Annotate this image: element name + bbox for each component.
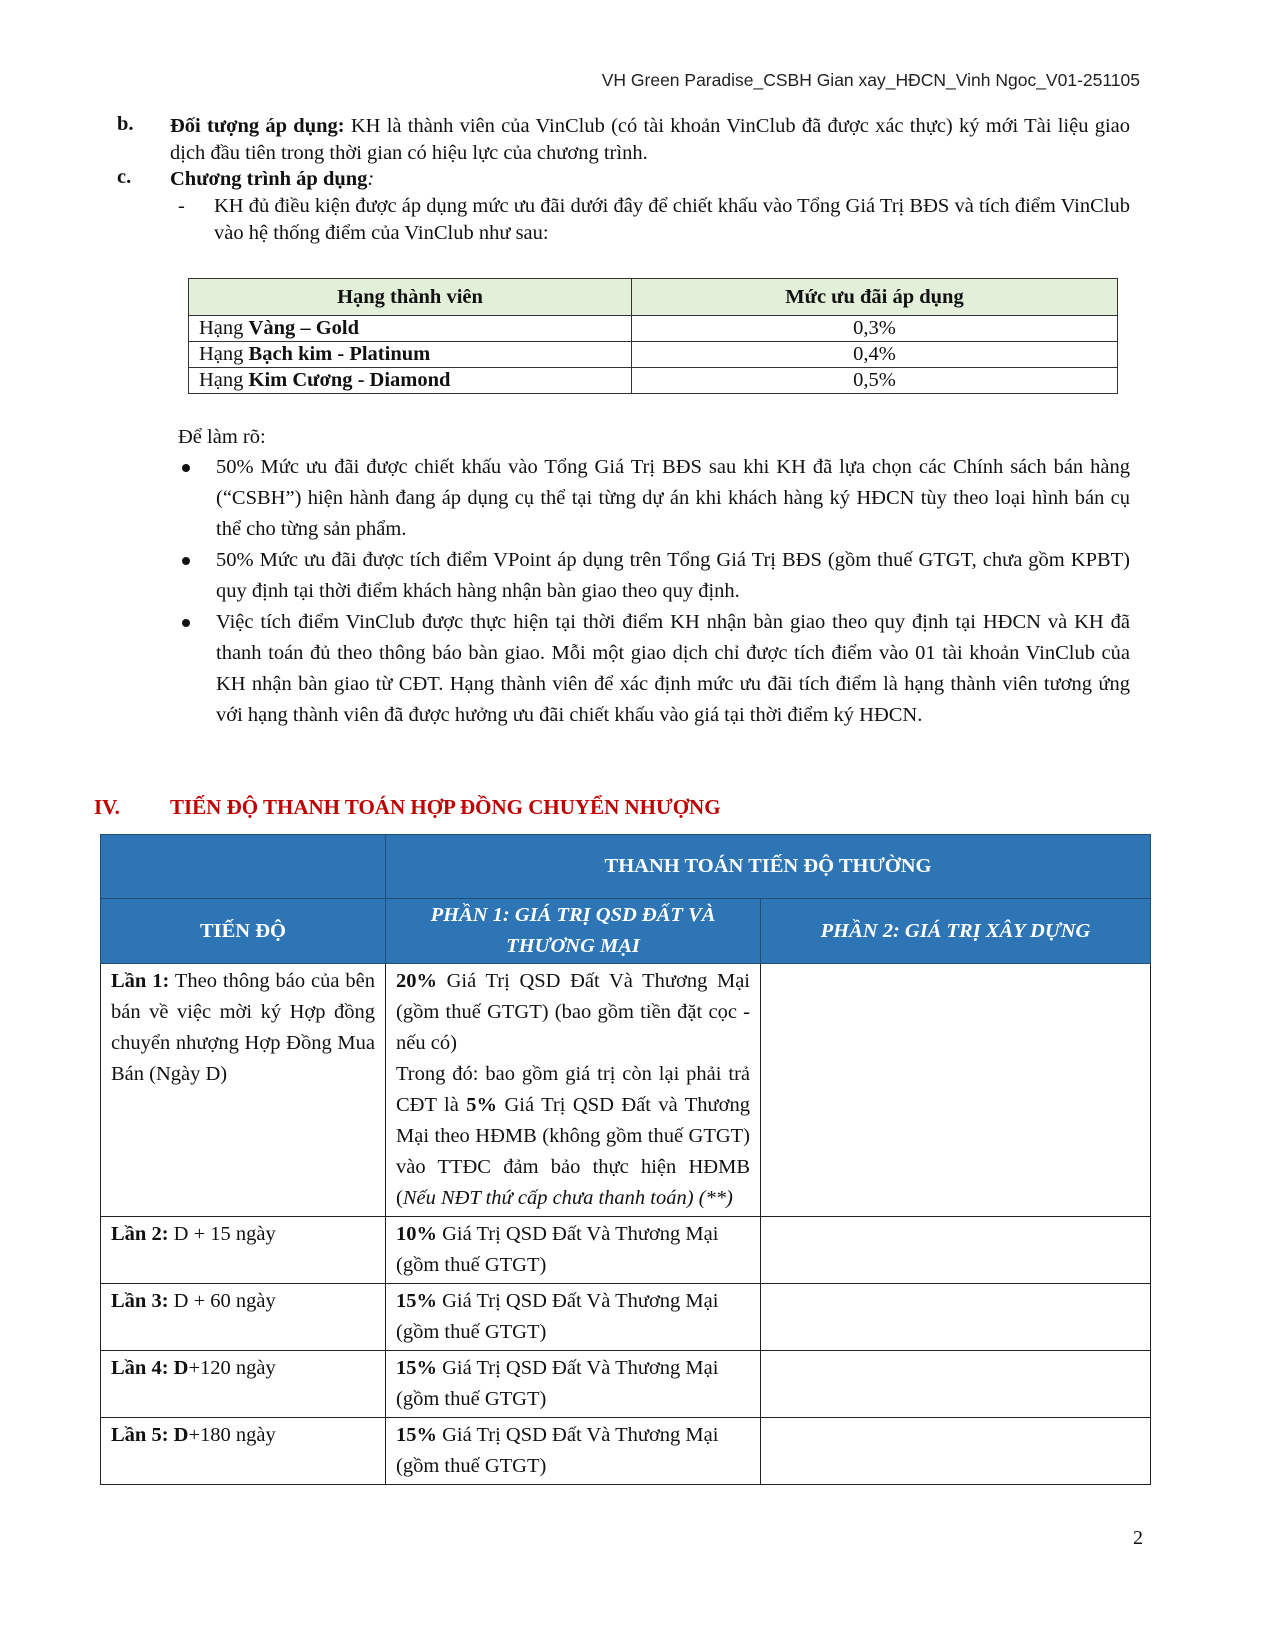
- table-row: [101, 964, 1151, 1217]
- stage-cell: Lần 1: Theo thông báo của bên bán về việc mời ký Hợp đồng chuyển nhượng Hợp Đồng Mua Bán (Ngày D): [101, 964, 386, 1217]
- part1-cell: 15% Giá Trị QSD Đất Và Thương Mại (gồm thuế GTGT): [386, 1418, 761, 1485]
- section-c-title-line: [170, 166, 1130, 193]
- page-header: VH Green Paradise_CSBH Gian xay_HĐCN_Vinh Ngoc_V01-251105: [601, 70, 1140, 90]
- bullet-list: [178, 452, 1130, 731]
- list-item: 50% Mức ưu đãi được tích điểm VPoint áp dụng trên Tổng Giá Trị BĐS (gồm thuế GTGT, chưa gồm KPBT) quy định tại thời điểm khách hàng nhận bàn giao theo quy định.: [178, 545, 1130, 607]
- section-c-colon: :: [367, 168, 375, 190]
- payment-subheader-row: [101, 899, 1151, 964]
- section-c-dash: -: [178, 195, 185, 217]
- membership-header-row: [189, 279, 1118, 316]
- section-b-body: KH là thành viên của VinClub (có tài khoản VinClub đã được xác thực) ký mới Tài liệu giao dịch đầu tiên trong thời gian có hiệu lực của chương trình.: [170, 115, 1131, 164]
- stage-cell: Lần 4: D+120 ngày: [101, 1351, 386, 1418]
- membership-table: [188, 278, 1118, 394]
- header-empty-cell: [101, 835, 386, 899]
- part1-cell: 20% Giá Trị QSD Đất Và Thương Mại (gồm thuế GTGT) (bao gồm tiền đặt cọc - nếu có) Trong đó: bao gồm giá trị còn lại phải trả CĐT là 5% Giá Trị QSD Đất và Thương Mại theo HĐMB (không gồm thuế GTGT) vào TTĐC đảm bảo thực hiện HĐMB (Nếu NĐT thứ cấp chưa thanh toán) (**): [386, 964, 761, 1217]
- page-number: 2: [1133, 1527, 1143, 1549]
- section-b-title: Đối tượng áp dụng:: [170, 115, 345, 137]
- membership-header-rate: Mức ưu đãi áp dụng: [632, 279, 1118, 316]
- membership-header-tier: Hạng thành viên: [189, 279, 632, 316]
- part1-cell: 15% Giá Trị QSD Đất Và Thương Mại (gồm thuế GTGT): [386, 1284, 761, 1351]
- stage-cell: Lần 3: D + 60 ngày: [101, 1284, 386, 1351]
- part2-cell: [761, 964, 1151, 1217]
- rate-cell: 0,5%: [632, 368, 1118, 394]
- tier-cell: Hạng Bạch kim - Platinum: [189, 342, 632, 368]
- bullet-dot-icon: [182, 557, 190, 565]
- table-row: [101, 1284, 1151, 1351]
- clarify-label: Để làm rõ:: [178, 426, 266, 448]
- bullet-dot-icon: [182, 619, 190, 627]
- table-row: [101, 1418, 1151, 1485]
- table-row: [189, 368, 1118, 394]
- rate-cell: 0,4%: [632, 342, 1118, 368]
- table-row: [189, 316, 1118, 342]
- col-part1-header: PHẦN 1: GIÁ TRỊ QSD ĐẤT VÀ THƯƠNG MẠI: [386, 899, 761, 964]
- list-item: 50% Mức ưu đãi được chiết khấu vào Tổng Giá Trị BĐS sau khi KH đã lựa chọn các Chính sách bán hàng (“CSBH”) hiện hành đang áp dụng cụ thể tại từng dự án khi khách hàng ký HĐCN tùy theo loại hình bán cụ thể cho từng sản phẩm.: [178, 452, 1130, 545]
- payment-header-row: [101, 835, 1151, 899]
- rate-cell: 0,3%: [632, 316, 1118, 342]
- section-c-title: Chương trình áp dụng: [170, 168, 368, 190]
- payment-top-header: THANH TOÁN TIẾN ĐỘ THƯỜNG: [386, 835, 1151, 899]
- part1-cell: 10% Giá Trị QSD Đất Và Thương Mại (gồm thuế GTGT): [386, 1217, 761, 1284]
- col-stage-header: TIẾN ĐỘ: [101, 899, 386, 964]
- part2-cell: [761, 1351, 1151, 1418]
- tier-cell: Hạng Vàng – Gold: [189, 316, 632, 342]
- section-iv-title: TIẾN ĐỘ THANH TOÁN HỢP ĐỒNG CHUYỂN NHƯỢNG: [170, 795, 721, 819]
- bullet-dot-icon: [182, 464, 190, 472]
- table-row: [101, 1351, 1151, 1418]
- stage-cell: Lần 5: D+180 ngày: [101, 1418, 386, 1485]
- section-b-text: [170, 113, 1130, 167]
- part2-cell: [761, 1418, 1151, 1485]
- section-c-body: KH đủ điều kiện được áp dụng mức ưu đãi dưới đây để chiết khấu vào Tổng Giá Trị BĐS và tích điểm VinClub vào hệ thống điểm của VinClub như sau:: [214, 195, 1130, 244]
- list-item: Việc tích điểm VinClub được thực hiện tại thời điểm KH nhận bàn giao theo quy định tại HĐCN và KH đã thanh toán đủ theo thông báo bàn giao. Mỗi một giao dịch chỉ được tích điểm vào 01 tài khoản VinClub của KH nhận bàn giao từ CĐT. Hạng thành viên để xác định mức ưu đãi tích điểm là hạng thành viên tương ứng với hạng thành viên đã được hưởng ưu đãi chiết khấu vào giá tại thời điểm ký HĐCN.: [178, 607, 1130, 731]
- tier-cell: Hạng Kim Cương - Diamond: [189, 368, 632, 394]
- section-c-label: c.: [117, 166, 132, 188]
- section-b-label: b.: [117, 113, 134, 135]
- section-iv-label: IV.: [94, 795, 120, 819]
- table-row: [101, 1217, 1151, 1284]
- col-part2-header: PHẦN 2: GIÁ TRỊ XÂY DỰNG: [761, 899, 1151, 964]
- payment-table: [100, 834, 1151, 1485]
- part2-cell: [761, 1284, 1151, 1351]
- stage-cell: Lần 2: D + 15 ngày: [101, 1217, 386, 1284]
- part1-cell: 15% Giá Trị QSD Đất Và Thương Mại (gồm thuế GTGT): [386, 1351, 761, 1418]
- part2-cell: [761, 1217, 1151, 1284]
- table-row: [189, 342, 1118, 368]
